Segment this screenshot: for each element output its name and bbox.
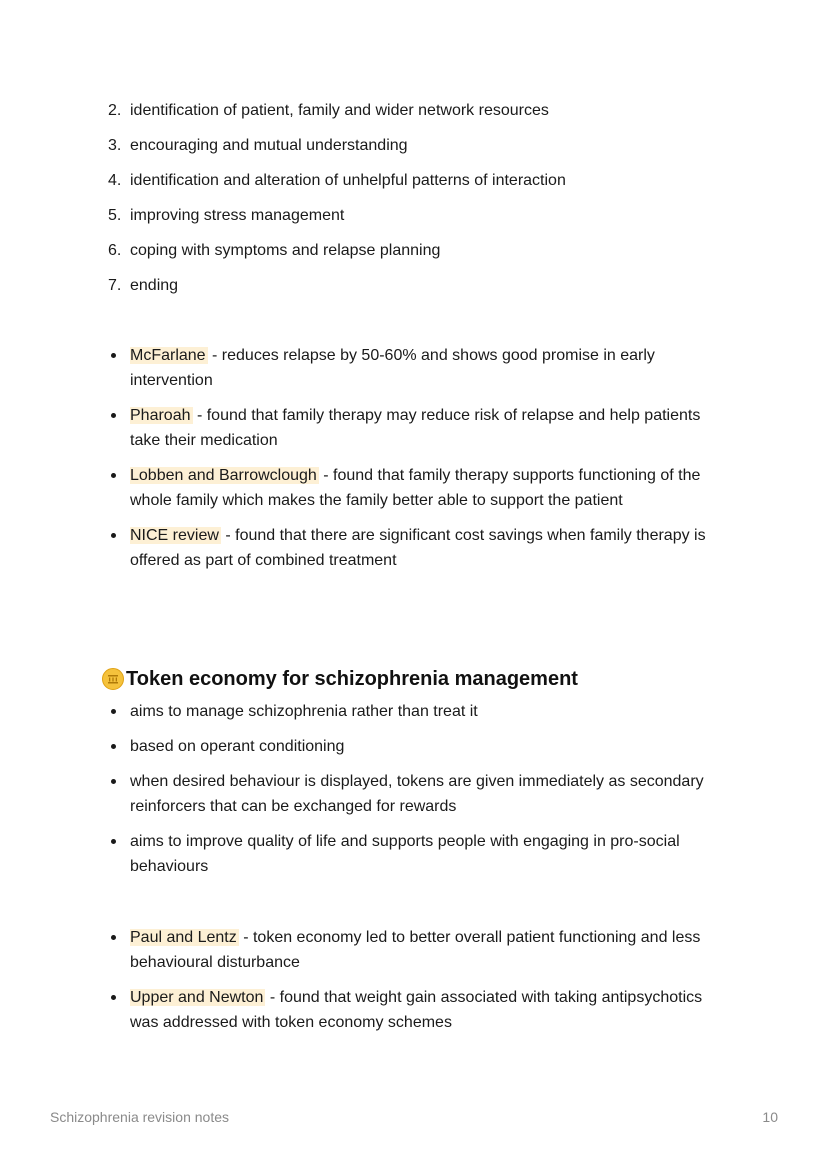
evidence-text: - found that family therapy may reduce risk of relapse and help patients take their medication bbox=[130, 407, 701, 449]
bullet-icon bbox=[111, 353, 116, 358]
list-number: 6. bbox=[108, 242, 122, 259]
evidence-text: - token economy led to better overall patient functioning and less behavioural disturbance bbox=[130, 929, 701, 971]
list-item bbox=[104, 829, 734, 879]
list-number: 3. bbox=[108, 137, 122, 154]
list-number: 7. bbox=[108, 277, 122, 294]
bullet-icon bbox=[111, 995, 116, 1000]
list-text: ending bbox=[130, 277, 179, 294]
evidence-text: - found that family therapy supports functioning of the whole family which makes the family better able to support the patient bbox=[130, 467, 701, 509]
list-text: identification of patient, family and wider network resources bbox=[130, 102, 549, 119]
evidence-item bbox=[104, 343, 734, 393]
point-text: based on operant conditioning bbox=[130, 738, 345, 755]
list-text: encouraging and mutual understanding bbox=[130, 137, 408, 154]
bullet-icon bbox=[111, 744, 116, 749]
evidence-item bbox=[104, 403, 734, 453]
section-title: Token economy for schizophrenia management bbox=[126, 668, 578, 690]
researcher-highlight: Lobben and Barrowclough bbox=[130, 467, 317, 484]
token-economy-points-list bbox=[104, 699, 734, 889]
family-therapy-steps-list bbox=[104, 98, 744, 308]
list-item bbox=[104, 734, 734, 759]
family-therapy-evidence-list bbox=[104, 343, 734, 583]
bullet-icon bbox=[111, 473, 116, 478]
list-item bbox=[104, 133, 744, 158]
list-item bbox=[104, 769, 734, 819]
list-item bbox=[104, 98, 744, 123]
footer-page-number: 10 bbox=[762, 1109, 778, 1125]
section-heading bbox=[102, 666, 578, 692]
list-item bbox=[104, 699, 734, 724]
evidence-item bbox=[104, 523, 734, 573]
point-text: aims to improve quality of life and supports people with engaging in pro-social behaviours bbox=[130, 833, 680, 875]
bullet-icon bbox=[111, 779, 116, 784]
list-text: coping with symptoms and relapse planning bbox=[130, 242, 441, 259]
evidence-item bbox=[104, 463, 734, 513]
researcher-highlight: Upper and Newton bbox=[130, 989, 264, 1006]
evidence-text: - reduces relapse by 50-60% and shows good promise in early intervention bbox=[130, 347, 655, 389]
researcher-highlight: Paul and Lentz bbox=[130, 929, 237, 946]
researcher-highlight: McFarlane bbox=[130, 347, 206, 364]
list-text: identification and alteration of unhelpful patterns of interaction bbox=[130, 172, 566, 189]
list-item bbox=[104, 273, 744, 298]
evidence-text: - found that weight gain associated with taking antipsychotics was addressed with token economy schemes bbox=[130, 989, 703, 1031]
bullet-icon bbox=[111, 413, 116, 418]
list-item bbox=[104, 203, 744, 228]
list-number: 4. bbox=[108, 172, 122, 189]
point-text: aims to manage schizophrenia rather than treat it bbox=[130, 703, 478, 720]
evidence-text: - found that there are significant cost savings when family therapy is offered as part of combined treatment bbox=[130, 527, 706, 569]
bullet-icon bbox=[111, 839, 116, 844]
researcher-highlight: Pharoah bbox=[130, 407, 191, 424]
footer-document-title: Schizophrenia revision notes bbox=[50, 1109, 229, 1125]
list-item bbox=[104, 238, 744, 263]
bullet-icon bbox=[111, 709, 116, 714]
point-text: when desired behaviour is displayed, tokens are given immediately as secondary reinforcers that can be exchanged for rewards bbox=[130, 773, 704, 815]
bullet-icon bbox=[111, 935, 116, 940]
token-economy-evidence-list bbox=[104, 925, 734, 1045]
researcher-highlight: NICE review bbox=[130, 527, 219, 544]
list-text: improving stress management bbox=[130, 207, 345, 224]
evidence-item bbox=[104, 925, 734, 975]
evidence-item bbox=[104, 985, 734, 1035]
list-number: 5. bbox=[108, 207, 122, 224]
bullet-icon bbox=[111, 533, 116, 538]
list-number: 2. bbox=[108, 102, 122, 119]
list-item bbox=[104, 168, 744, 193]
coin-icon bbox=[102, 668, 124, 690]
